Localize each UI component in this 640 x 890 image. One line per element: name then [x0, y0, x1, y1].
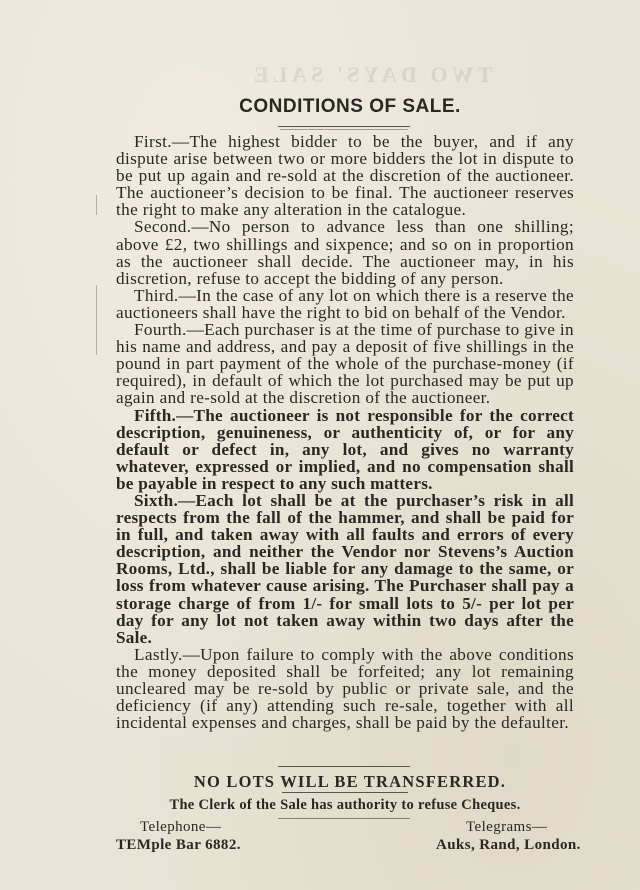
margin-mark: [96, 285, 97, 355]
condition-lastly: Lastly.—Upon failure to comply with the above conditions the money deposited shall be forfeited; any lot remaining uncleared may be re-sold by public or private sale, and the deficiency (if any) attending such re-sale, together with all incidental expenses and charges, shall be paid by the defaulter.: [116, 644, 574, 733]
page-title: CONDITIONS OF SALE.: [239, 96, 461, 117]
condition-second: Second.—No person to advance less than one shilling; above £2, two shillings and sixpence; and so on in proportion as the auctioneer shall decide. The auctioneer may, in his discretion, refuse to accept the bidding of any person.: [116, 217, 574, 288]
condition-third: Third.—In the case of any lot on which there is a reserve the auctioneers shall have the right to bid on behalf of the Vendor.: [116, 285, 574, 322]
condition-fourth: Fourth.—Each purchaser is at the time of purchase to give in his name and address, and pay a deposit of five shillings in the pound in part payment of the whole of the purchase-money (if required), in default of which the lot purchased may be put up again and re-sold at the discretion of the auctioneer.: [116, 320, 574, 408]
telegrams-block: [436, 818, 581, 854]
footer-rule: [278, 818, 410, 819]
show-through-text: TWO DAYS' SALE: [250, 62, 493, 87]
conditions-body: [116, 133, 574, 731]
telegrams-label: Telegrams—: [466, 819, 548, 835]
condition-fifth: Fifth.—The auctioneer is not responsible for the correct description, genuineness, or authenticity of, or for any default or defect in, any lot, and gives no warranty whatever, expressed or implied, and no compensation shall be payable in respect to any such matters.: [116, 405, 574, 493]
cheque-notice: The Clerk of the Sale has authority to refuse Cheques.: [169, 797, 521, 813]
margin-mark: [96, 195, 97, 215]
telephone-block: [116, 818, 241, 854]
telephone-number: TEMple Bar 6882.: [116, 837, 241, 853]
no-transfer-notice: NO LOTS WILL BE TRANSFERRED.: [193, 772, 507, 791]
condition-first: First.—The highest bidder to be the buyer, and if any dispute arise between two or more bidders the lot in dispute to be put up again and re-sold at the discretion of the auctioneer. The auctioneer’s decision to be final. The auctioneer reserves the right to make any alteration in the catalogue.: [116, 132, 574, 220]
title-rule-shadow: [280, 129, 408, 130]
condition-sixth: Sixth.—Each lot shall be at the purchaser’s risk in all respects from the fall of the hammer, and shall be paid for in full, and taken away with all faults and errors of every description, and neither the Vendor nor Stevens’s Auction Rooms, Ltd., shall be liable for any damage to the same, or loss from whatever cause arising. The Purchaser shall pay a storage charge of from 1/- for small lots to 5/- per lot per day for any lot not taken away within two days after the Sale.: [116, 490, 574, 647]
notice-rule-bottom: [282, 792, 408, 793]
telephone-label: Telephone—: [140, 819, 222, 835]
notice-rule-top: [278, 766, 410, 767]
telegrams-address: Auks, Rand, London.: [436, 837, 581, 853]
title-rule: [278, 126, 410, 127]
